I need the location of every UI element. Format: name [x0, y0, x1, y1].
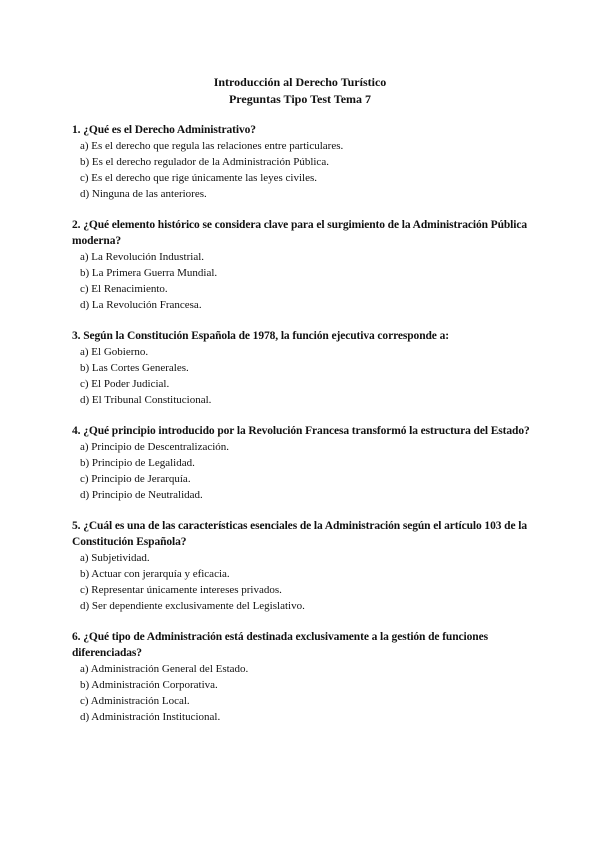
answer-option-a: a) El Gobierno. — [80, 346, 149, 358]
answer-option-c: c) Es el derecho que rige únicamente las leyes civiles. — [80, 172, 318, 184]
answer-options — [72, 550, 532, 614]
question-5 — [72, 518, 532, 614]
question-text: 2. ¿Qué elemento histórico se considera clave para el surgimiento de la Administración Pública moderna? — [72, 219, 528, 247]
answer-option-a: a) Administración General del Estado. — [80, 663, 249, 675]
document-title: Introducción al Derecho Turístico — [213, 75, 387, 89]
document-header — [0, 74, 600, 108]
answer-option-d: d) Administración Institucional. — [80, 711, 221, 723]
answer-option-d: d) Principio de Neutralidad. — [80, 489, 203, 501]
answer-option-b: b) Actuar con jerarquía y eficacia. — [80, 568, 230, 580]
answer-options — [72, 439, 532, 503]
answer-options — [72, 344, 532, 408]
answer-options — [72, 661, 532, 725]
answer-option-a: a) Principio de Descentralización. — [80, 441, 230, 453]
answer-option-c: c) El Poder Judicial. — [80, 378, 170, 390]
answer-option-b: b) Principio de Legalidad. — [80, 457, 195, 469]
answer-option-c: c) Principio de Jerarquía. — [80, 473, 191, 485]
question-4 — [72, 423, 532, 503]
answer-option-a: a) La Revolución Industrial. — [80, 251, 205, 263]
question-6 — [72, 629, 532, 725]
answer-option-a: a) Subjetividad. — [80, 552, 150, 564]
answer-option-b: b) Administración Corporativa. — [80, 679, 218, 691]
answer-option-b: b) Las Cortes Generales. — [80, 362, 189, 374]
answer-option-c: c) El Renacimiento. — [80, 283, 168, 295]
answer-options — [72, 138, 532, 202]
question-3 — [72, 328, 532, 408]
question-1 — [72, 122, 532, 202]
question-text: 3. Según la Constitución Española de 1978, la función ejecutiva corresponde a: — [72, 330, 449, 342]
question-text: 1. ¿Qué es el Derecho Administrativo? — [72, 124, 256, 136]
question-2 — [72, 217, 532, 313]
answer-option-d: d) Ninguna de las anteriores. — [80, 188, 207, 200]
answer-option-b: b) La Primera Guerra Mundial. — [80, 267, 218, 279]
question-text: 5. ¿Cuál es una de las características esenciales de la Administración según el artículo 103 de la Constitución Española? — [72, 520, 527, 548]
answer-option-d: d) Ser dependiente exclusivamente del Legislativo. — [80, 600, 305, 612]
answer-option-d: d) El Tribunal Constitucional. — [80, 394, 212, 406]
answer-option-d: d) La Revolución Francesa. — [80, 299, 202, 311]
answer-option-a: a) Es el derecho que regula las relaciones entre particulares. — [80, 140, 344, 152]
question-text: 4. ¿Qué principio introducido por la Revolución Francesa transformó la estructura del Estado? — [72, 425, 530, 437]
answer-option-c: c) Administración Local. — [80, 695, 190, 707]
answer-option-b: b) Es el derecho regulador de la Administración Pública. — [80, 156, 329, 168]
answer-option-c: c) Representar únicamente intereses privados. — [80, 584, 282, 596]
document-subtitle: Preguntas Tipo Test Tema 7 — [228, 92, 372, 106]
question-text: 6. ¿Qué tipo de Administración está destinada exclusivamente a la gestión de funciones diferenciadas? — [72, 631, 488, 659]
question-list — [72, 122, 532, 740]
answer-options — [72, 249, 532, 313]
